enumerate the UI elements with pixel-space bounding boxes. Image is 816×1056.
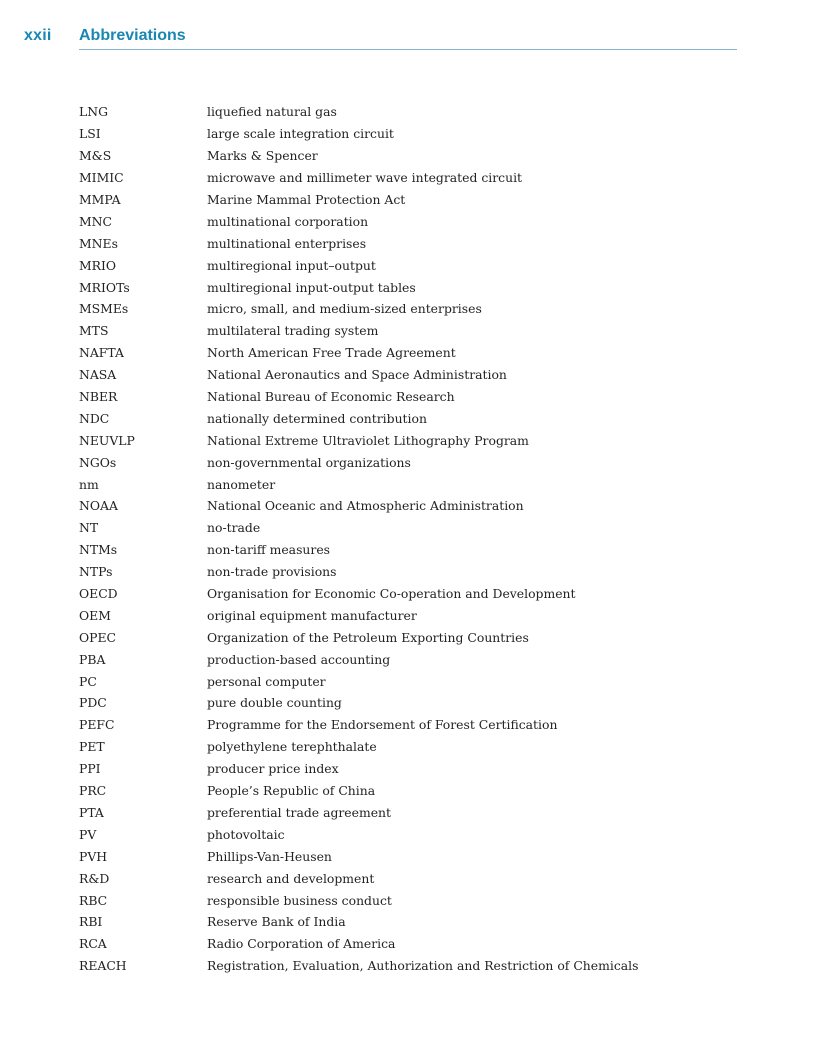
abbreviation-row: [79, 604, 739, 626]
abbreviation-row: [79, 123, 739, 145]
abbreviation-term: NTMs: [79, 542, 118, 558]
abbreviation-term: MTS: [79, 323, 109, 339]
abbreviation-row: [79, 802, 739, 824]
abbreviation-definition: production-based accounting: [207, 651, 391, 667]
abbreviation-term: MMPA: [79, 192, 121, 207]
abbreviation-row: [79, 933, 739, 955]
abbreviation-definition: non-governmental organizations: [207, 454, 411, 470]
abbreviation-definition: micro, small, and medium-sized enterprises: [207, 301, 482, 317]
abbreviation-definition: personal computer: [207, 673, 326, 689]
abbreviation-row: [79, 386, 739, 408]
abbreviation-term: NAFTA: [79, 345, 124, 361]
abbreviation-row: [79, 429, 739, 451]
abbreviation-definition: North American Free Trade Agreement: [207, 345, 456, 361]
abbreviation-row: [79, 254, 739, 276]
abbreviation-term: NOAA: [79, 498, 118, 514]
abbreviation-term: NTPs: [79, 564, 113, 580]
abbreviation-term: PC: [79, 673, 97, 689]
abbreviation-term: NGOs: [79, 454, 117, 470]
abbreviation-row: [79, 451, 739, 473]
abbreviation-term: M&S: [79, 148, 112, 164]
abbreviation-row: [79, 517, 739, 539]
abbreviation-list: [79, 101, 739, 977]
abbreviation-term: NASA: [79, 367, 117, 383]
abbreviation-row: [79, 298, 739, 320]
abbreviation-row: [79, 648, 739, 670]
abbreviation-definition: People’s Republic of China: [207, 783, 376, 799]
abbreviation-row: [79, 714, 739, 736]
abbreviation-row: [79, 276, 739, 298]
abbreviation-definition: non-tariff measures: [207, 542, 331, 558]
abbreviation-term: NBER: [79, 389, 118, 405]
abbreviation-definition: no-trade: [207, 520, 261, 536]
abbreviation-term: PVH: [79, 848, 108, 864]
abbreviation-term: MSMEs: [79, 301, 129, 317]
abbreviation-definition: original equipment manufacturer: [207, 607, 417, 623]
abbreviation-term: PET: [79, 739, 105, 755]
abbreviation-definition: responsible business conduct: [207, 892, 392, 908]
abbreviation-definition: polyethylene terephthalate: [207, 739, 377, 755]
abbreviation-row: [79, 189, 739, 211]
abbreviation-term: PBA: [79, 651, 106, 667]
abbreviation-term: LSI: [79, 126, 101, 142]
abbreviation-term: PDC: [79, 695, 107, 711]
abbreviation-term: RBI: [79, 914, 103, 930]
abbreviation-row: [79, 473, 739, 495]
abbreviation-row: [79, 626, 739, 648]
abbreviation-term: RBC: [79, 892, 108, 908]
abbreviation-definition: Marine Mammal Protection Act: [207, 192, 406, 207]
abbreviation-definition: preferential trade agreement: [207, 804, 392, 820]
abbreviation-term: PV: [79, 826, 97, 842]
abbreviation-term: OECD: [79, 586, 118, 602]
abbreviation-definition: nanometer: [207, 476, 276, 492]
abbreviation-term: MIMIC: [79, 170, 124, 186]
abbreviation-row: [79, 955, 739, 977]
abbreviation-term: PRC: [79, 783, 107, 799]
abbreviation-row: [79, 539, 739, 561]
abbreviation-row: [79, 167, 739, 189]
abbreviation-term: MNC: [79, 213, 113, 229]
abbreviation-term: OPEC: [79, 629, 117, 645]
abbreviation-definition: Marks & Spencer: [207, 148, 318, 164]
abbreviation-term: RCA: [79, 936, 107, 952]
abbreviation-term: NEUVLP: [79, 432, 135, 448]
abbreviation-term: MNEs: [79, 235, 118, 251]
abbreviation-row: [79, 889, 739, 911]
abbreviation-row: [79, 780, 739, 802]
abbreviation-definition: Registration, Evaluation, Authorization and Restriction of Chemicals: [207, 958, 639, 974]
abbreviation-row: [79, 495, 739, 517]
abbreviation-definition: non-trade provisions: [207, 564, 337, 580]
abbreviation-definition: National Aeronautics and Space Administration: [207, 367, 507, 383]
abbreviation-term: PPI: [79, 761, 101, 777]
abbreviation-definition: photovoltaic: [207, 826, 285, 842]
header-divider: [79, 49, 737, 50]
abbreviation-row: [79, 101, 739, 123]
abbreviation-definition: nationally determined contribution: [207, 410, 427, 426]
abbreviation-row: [79, 210, 739, 232]
abbreviation-definition: multinational corporation: [207, 213, 369, 229]
abbreviation-row: [79, 320, 739, 342]
abbreviation-row: [79, 823, 739, 845]
abbreviation-definition: multilateral trading system: [207, 323, 379, 339]
abbreviation-term: LNG: [79, 104, 108, 120]
abbreviation-row: [79, 758, 739, 780]
abbreviation-definition: liquefied natural gas: [207, 104, 337, 120]
abbreviation-term: OEM: [79, 607, 111, 623]
abbreviation-definition: Organisation for Economic Co-operation and Development: [207, 586, 576, 602]
abbreviation-term: MRIOTs: [79, 279, 130, 295]
abbreviation-definition: research and development: [207, 870, 375, 886]
abbreviation-row: [79, 342, 739, 364]
abbreviation-row: [79, 867, 739, 889]
abbreviation-definition: large scale integration circuit: [207, 126, 394, 142]
abbreviation-definition: Reserve Bank of India: [207, 914, 346, 930]
abbreviation-row: [79, 364, 739, 386]
abbreviation-row: [79, 145, 739, 167]
abbreviation-term: nm: [79, 476, 99, 492]
abbreviation-row: [79, 736, 739, 758]
abbreviation-definition: multiregional input-output tables: [207, 279, 416, 295]
abbreviation-term: PEFC: [79, 717, 115, 733]
abbreviation-row: [79, 692, 739, 714]
abbreviation-term: R&D: [79, 870, 110, 886]
abbreviation-definition: pure double counting: [207, 695, 342, 711]
abbreviation-definition: microwave and millimeter wave integrated circuit: [207, 170, 523, 186]
abbreviation-row: [79, 670, 739, 692]
abbreviation-definition: multinational enterprises: [207, 235, 367, 251]
abbreviation-definition: Phillips-Van-Heusen: [207, 848, 332, 864]
abbreviation-definition: Programme for the Endorsement of Forest Certification: [207, 717, 558, 733]
abbreviation-term: PTA: [79, 804, 104, 820]
abbreviation-row: [79, 561, 739, 583]
abbreviation-term: NT: [79, 520, 99, 536]
abbreviation-row: [79, 407, 739, 429]
page-number: xxii: [24, 27, 52, 44]
abbreviation-term: NDC: [79, 410, 110, 426]
abbreviation-definition: Radio Corporation of America: [207, 936, 396, 952]
abbreviation-row: [79, 232, 739, 254]
abbreviation-term: MRIO: [79, 257, 117, 273]
abbreviation-definition: National Oceanic and Atmospheric Administration: [207, 498, 524, 514]
abbreviation-definition: multiregional input–output: [207, 257, 376, 273]
abbreviation-definition: producer price index: [207, 761, 339, 777]
abbreviation-term: REACH: [79, 958, 127, 974]
abbreviation-row: [79, 583, 739, 605]
abbreviation-row: [79, 911, 739, 933]
abbreviation-row: [79, 845, 739, 867]
abbreviation-definition: Organization of the Petroleum Exporting Countries: [207, 629, 529, 645]
abbreviation-definition: National Bureau of Economic Research: [207, 389, 455, 405]
page-title: Abbreviations: [79, 27, 186, 44]
abbreviation-definition: National Extreme Ultraviolet Lithography Program: [207, 432, 529, 448]
